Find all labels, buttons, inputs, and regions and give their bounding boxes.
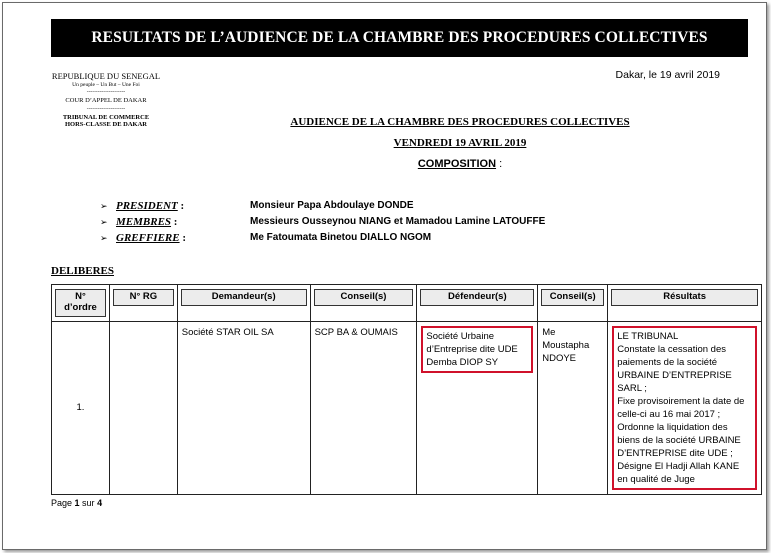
person-name: Monsieur Papa Abdoulaye DONDE (250, 200, 414, 211)
role-label: MEMBRES (116, 216, 172, 228)
header-resultats: Résultats (611, 289, 758, 306)
composition-suffix: : (496, 158, 503, 170)
tribunal-line-1: TRIBUNAL DE COMMERCE (62, 113, 150, 121)
role-label: PRESIDENT (116, 200, 178, 212)
header-order: N° d’ordre (55, 289, 106, 317)
banner-title: RESULTATS DE L’AUDIENCE DE LA CHAMBRE DES PROCEDURES COLLECTIVES (51, 19, 748, 57)
cell-defendeur: Société Urbaine d’Entreprise dite UDE Demba DIOP SY (426, 330, 518, 368)
arrow-bullet-icon: ➢ (100, 233, 108, 243)
cell-demandeur: Société STAR OIL SA (177, 321, 310, 494)
audience-title: AUDIENCE DE LA CHAMBRE DES PROCEDURES COLLECTIVES (290, 116, 630, 128)
resultat-line: Constate la cessation des paiements de la société URBAINE D’ENTREPRISE SARL ; (617, 343, 732, 394)
resultat-line: Désigne El Hadji Allah KANE en qualité de Juge (617, 460, 740, 485)
composition-row-members (100, 214, 545, 230)
audience-heading (220, 112, 700, 175)
page-prefix: Page (51, 498, 75, 508)
defendeur-highlight (421, 326, 533, 373)
document-date: Dakar, le 19 avril 2019 (615, 69, 720, 81)
court-name: COUR D’APPEL DE DAKAR (65, 97, 147, 105)
resultats-highlight (612, 326, 757, 490)
court-header (36, 72, 176, 128)
header-demandeur: Demandeur(s) (181, 289, 307, 306)
header-defendeur: Défendeur(s) (420, 289, 534, 306)
deliberes-heading: DELIBERES (51, 265, 114, 277)
table-row (52, 321, 762, 494)
role-colon: : (177, 200, 185, 212)
separator: --------------------- (86, 105, 126, 112)
role-colon: : (171, 216, 178, 228)
audience-day: VENDREDI 19 AVRIL 2019 (393, 137, 527, 149)
cell-order: 1. (52, 321, 110, 494)
composition-row-president (100, 198, 545, 214)
resultat-line: Fixe provisoirement la date de celle-ci au 16 mai 2017 ; (617, 395, 745, 420)
page-total: 4 (97, 498, 103, 508)
role-label: GREFFIERE (116, 232, 180, 244)
table-header-row (52, 285, 762, 322)
role-colon: : (179, 232, 187, 244)
arrow-bullet-icon: ➢ (100, 201, 108, 211)
page-number (51, 498, 102, 508)
national-motto: Un peuple – Un But – Une Foi (72, 82, 140, 89)
cell-rg (109, 321, 177, 494)
header-rg: N° RG (113, 289, 174, 306)
tribunal-line-2: HORS-CLASSE DE DAKAR (65, 120, 147, 128)
cell-conseil-demandeur: SCP BA & OUMAIS (310, 321, 417, 494)
resultat-line: LE TRIBUNAL (617, 330, 679, 342)
page-middle: sur (79, 498, 98, 508)
header-conseil-demandeur: Conseil(s) (314, 289, 414, 306)
separator: --------------------- (86, 89, 126, 96)
composition-label: COMPOSITION (417, 158, 497, 170)
header-conseil-defendeur: Conseil(s) (541, 289, 604, 306)
person-name: Messieurs Ousseynou NIANG et Mamadou Lamine LATOUFFE (250, 216, 546, 227)
composition-list (100, 198, 545, 246)
republic-name: REPUBLIQUE DU SENEGAL (51, 71, 161, 81)
page-current: 1 (74, 498, 80, 508)
resultat-line: Ordonne la liquidation des biens de la société URBAINE D’ENTREPRISE dite UDE ; (617, 421, 741, 459)
arrow-bullet-icon: ➢ (100, 217, 108, 227)
composition-row-greffiere (100, 230, 545, 246)
results-table (51, 284, 762, 495)
person-name: Me Fatoumata Binetou DIALLO NGOM (250, 232, 432, 243)
cell-conseil-defendeur: Me Moustapha NDOYE (538, 321, 608, 494)
